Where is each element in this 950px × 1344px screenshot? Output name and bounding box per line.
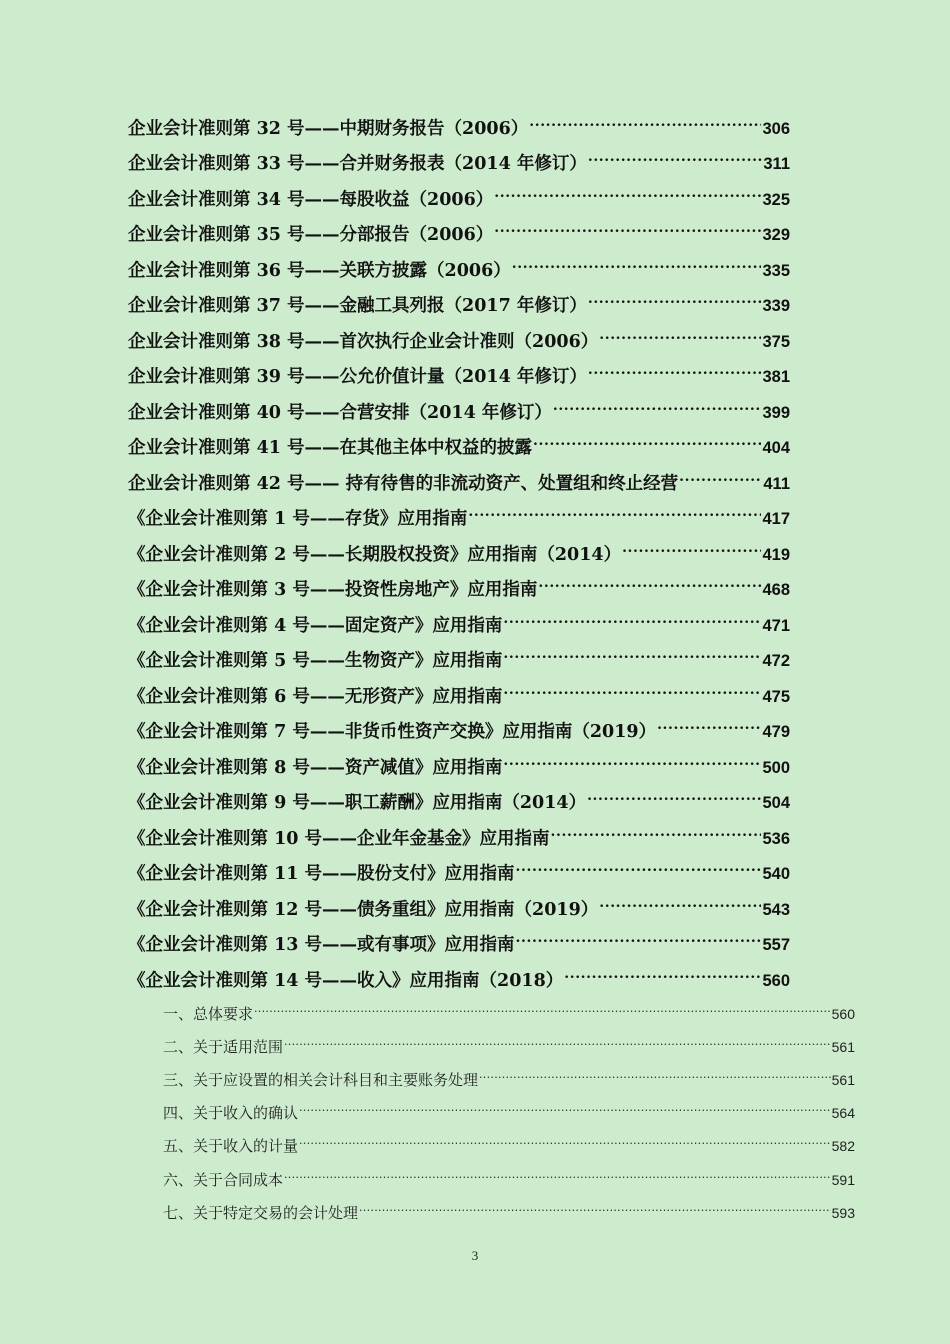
toc-leader: [516, 853, 762, 879]
toc-entry-title: 企业会计准则第 32 号——中期财务报告（2006）: [128, 119, 529, 139]
toc-entry[interactable]: [128, 179, 790, 210]
toc-entry[interactable]: [128, 960, 790, 991]
toc-entry-page: 540: [762, 865, 790, 883]
toc-entry-page: 381: [762, 368, 790, 386]
toc-entry-page: 472: [762, 652, 790, 670]
toc-entry[interactable]: [128, 463, 790, 494]
toc-entry[interactable]: [128, 676, 790, 707]
toc-entry-title: 企业会计准则第 42 号—— 持有待售的非流动资产、处置组和终止经营: [128, 474, 679, 494]
toc-entry[interactable]: [128, 747, 790, 778]
toc-leader: [588, 356, 762, 382]
toc-entry-page: 375: [762, 333, 790, 351]
toc-subentry[interactable]: [163, 1129, 855, 1155]
toc-entry-title: 《企业会计准则第 6 号——无形资产》应用指南: [128, 687, 503, 707]
toc-subentry-title: 一、总体要求: [163, 1005, 254, 1023]
toc-entry[interactable]: [128, 782, 790, 813]
toc-entry-title: 企业会计准则第 36 号——关联方披露（2006）: [128, 261, 511, 281]
toc-subentry-page: 564: [831, 1105, 855, 1121]
toc-entry[interactable]: [128, 711, 790, 742]
toc-leader: [299, 1096, 831, 1118]
toc-entry-page: 325: [762, 191, 790, 209]
toc-entry-page: 306: [762, 120, 790, 138]
toc-leader: [551, 818, 762, 844]
toc-leader: [588, 143, 763, 169]
toc-entry-title: 《企业会计准则第 3 号——投资性房地产》应用指南: [128, 580, 538, 600]
toc-subentry-title: 二、关于适用范围: [163, 1038, 284, 1056]
toc-subentry[interactable]: [163, 997, 855, 1023]
toc-entry-title: 企业会计准则第 35 号——分部报告（2006）: [128, 225, 494, 245]
toc-leader: [284, 1163, 831, 1185]
toc-entry-page: 543: [762, 901, 790, 919]
toc-entry[interactable]: [128, 818, 790, 849]
toc-entry-title: 《企业会计准则第 9 号——职工薪酬》应用指南（2014）: [128, 793, 587, 813]
toc-entry[interactable]: [128, 392, 790, 423]
toc-entry[interactable]: [128, 143, 790, 174]
toc-entry[interactable]: [128, 569, 790, 600]
toc-subentry-page: 561: [831, 1039, 855, 1055]
toc-entry-page: 560: [762, 972, 790, 990]
toc-entry-page: 557: [762, 936, 790, 954]
toc-entry-page: 399: [762, 404, 790, 422]
toc-leader: [529, 108, 761, 134]
toc-leader: [494, 214, 761, 240]
toc-entry[interactable]: [128, 534, 790, 565]
toc-subentry[interactable]: [163, 1163, 855, 1189]
toc-subentry[interactable]: [163, 1196, 855, 1222]
toc-entry-title: 《企业会计准则第 11 号——股份支付》应用指南: [128, 864, 515, 884]
toc-entry[interactable]: [128, 427, 790, 458]
toc-leader: [599, 889, 761, 915]
toc-entry-title: 《企业会计准则第 13 号——或有事项》应用指南: [128, 935, 515, 955]
toc-entry[interactable]: [128, 214, 790, 245]
toc-subentry[interactable]: [163, 1030, 855, 1056]
toc-entry-title: 《企业会计准则第 10 号——企业年金基金》应用指南: [128, 829, 550, 849]
toc-leader: [564, 960, 761, 986]
toc-entry-title: 企业会计准则第 37 号——金融工具列报（2017 年修订）: [128, 296, 587, 316]
toc-entry[interactable]: [128, 321, 790, 352]
toc-subentry-title: 六、关于合同成本: [163, 1171, 284, 1189]
toc-entry-title: 《企业会计准则第 7 号——非货币性资产交换》应用指南（2019）: [128, 722, 657, 742]
toc-leader: [359, 1196, 831, 1218]
toc-subentry[interactable]: [163, 1063, 855, 1089]
toc-leader: [503, 676, 761, 702]
toc-entry[interactable]: [128, 924, 790, 955]
toc-leader: [657, 711, 761, 737]
toc-leader: [622, 534, 761, 560]
toc-entry-title: 《企业会计准则第 12 号——债务重组》应用指南（2019）: [128, 900, 599, 920]
toc-entry[interactable]: [128, 250, 790, 281]
toc-entry-page: 411: [763, 475, 790, 493]
toc-entry-page: 404: [762, 439, 790, 457]
toc-entry-title: 《企业会计准则第 5 号——生物资产》应用指南: [128, 651, 503, 671]
toc-entry-title: 企业会计准则第 40 号——合营安排（2014 年修订）: [128, 403, 552, 423]
toc-entry-page: 479: [762, 723, 790, 741]
toc-entry-title: 企业会计准则第 38 号——首次执行企业会计准则（2006）: [128, 332, 599, 352]
toc-entry-page: 504: [762, 794, 790, 812]
toc-leader: [468, 498, 761, 524]
toc-leader: [679, 463, 762, 489]
toc-subentry-page: 582: [831, 1138, 855, 1154]
toc-leader: [599, 321, 761, 347]
toc-entry[interactable]: [128, 853, 790, 884]
toc-entry[interactable]: [128, 285, 790, 316]
toc-subentry-page: 561: [831, 1072, 855, 1088]
toc-leader: [479, 1063, 831, 1085]
toc-entry-title: 企业会计准则第 39 号——公允价值计量（2014 年修订）: [128, 367, 587, 387]
toc-entry-page: 417: [762, 510, 790, 528]
toc-entry-page: 329: [762, 226, 790, 244]
toc-leader: [254, 997, 831, 1019]
toc-leader: [587, 782, 761, 808]
toc-entry-page: 471: [762, 617, 790, 635]
toc-entry[interactable]: [128, 108, 790, 139]
toc-leader: [588, 285, 762, 311]
toc-entry-title: 《企业会计准则第 1 号——存货》应用指南: [128, 509, 468, 529]
toc-leader: [516, 924, 762, 950]
toc-entry-page: 335: [762, 262, 790, 280]
toc-subentry-title: 三、关于应设置的相关会计科目和主要账务处理: [163, 1071, 479, 1089]
toc-entry[interactable]: [128, 640, 790, 671]
toc-leader: [284, 1030, 831, 1052]
toc-entry[interactable]: [128, 605, 790, 636]
toc-entry-title: 企业会计准则第 41 号——在其他主体中权益的披露: [128, 438, 533, 458]
toc-leader: [494, 179, 761, 205]
toc-leader: [533, 427, 761, 453]
toc-entry-title: 《企业会计准则第 2 号——长期股权投资》应用指南（2014）: [128, 545, 622, 565]
toc-entry-title: 《企业会计准则第 8 号——资产减值》应用指南: [128, 758, 503, 778]
toc-subentry-page: 560: [831, 1006, 855, 1022]
toc-entry[interactable]: [128, 498, 790, 529]
toc-entry-page: 500: [762, 759, 790, 777]
toc-entry[interactable]: [128, 889, 790, 920]
toc-entry-page: 468: [762, 581, 790, 599]
toc-entry-title: 企业会计准则第 34 号——每股收益（2006）: [128, 190, 494, 210]
toc-subentry-title: 五、关于收入的计量: [163, 1137, 299, 1155]
page-number: 3: [471, 1248, 479, 1263]
toc-entry-title: 《企业会计准则第 14 号——收入》应用指南（2018）: [128, 971, 564, 991]
toc-subentry[interactable]: [163, 1096, 855, 1122]
toc-leader: [503, 747, 761, 773]
toc-leader: [503, 640, 761, 666]
toc-subentry-title: 七、关于特定交易的会计处理: [163, 1204, 359, 1222]
toc-leader: [503, 605, 761, 631]
toc-entry-page: 475: [762, 688, 790, 706]
toc-entry-title: 企业会计准则第 33 号——合并财务报表（2014 年修订）: [128, 154, 587, 174]
toc-subentry-page: 593: [831, 1205, 855, 1221]
toc-entry-title: 《企业会计准则第 4 号——固定资产》应用指南: [128, 616, 503, 636]
toc-entry[interactable]: [128, 356, 790, 387]
toc-subentry-page: 591: [831, 1172, 855, 1188]
toc-entry-page: 339: [762, 297, 790, 315]
toc-leader: [553, 392, 762, 418]
toc-leader: [512, 250, 762, 276]
toc-leader: [538, 569, 761, 595]
toc-subentry-title: 四、关于收入的确认: [163, 1104, 299, 1122]
toc-entry-page: 311: [763, 155, 790, 173]
toc-entry-page: 536: [762, 830, 790, 848]
toc-leader: [299, 1129, 831, 1151]
toc-entry-page: 419: [762, 546, 790, 564]
